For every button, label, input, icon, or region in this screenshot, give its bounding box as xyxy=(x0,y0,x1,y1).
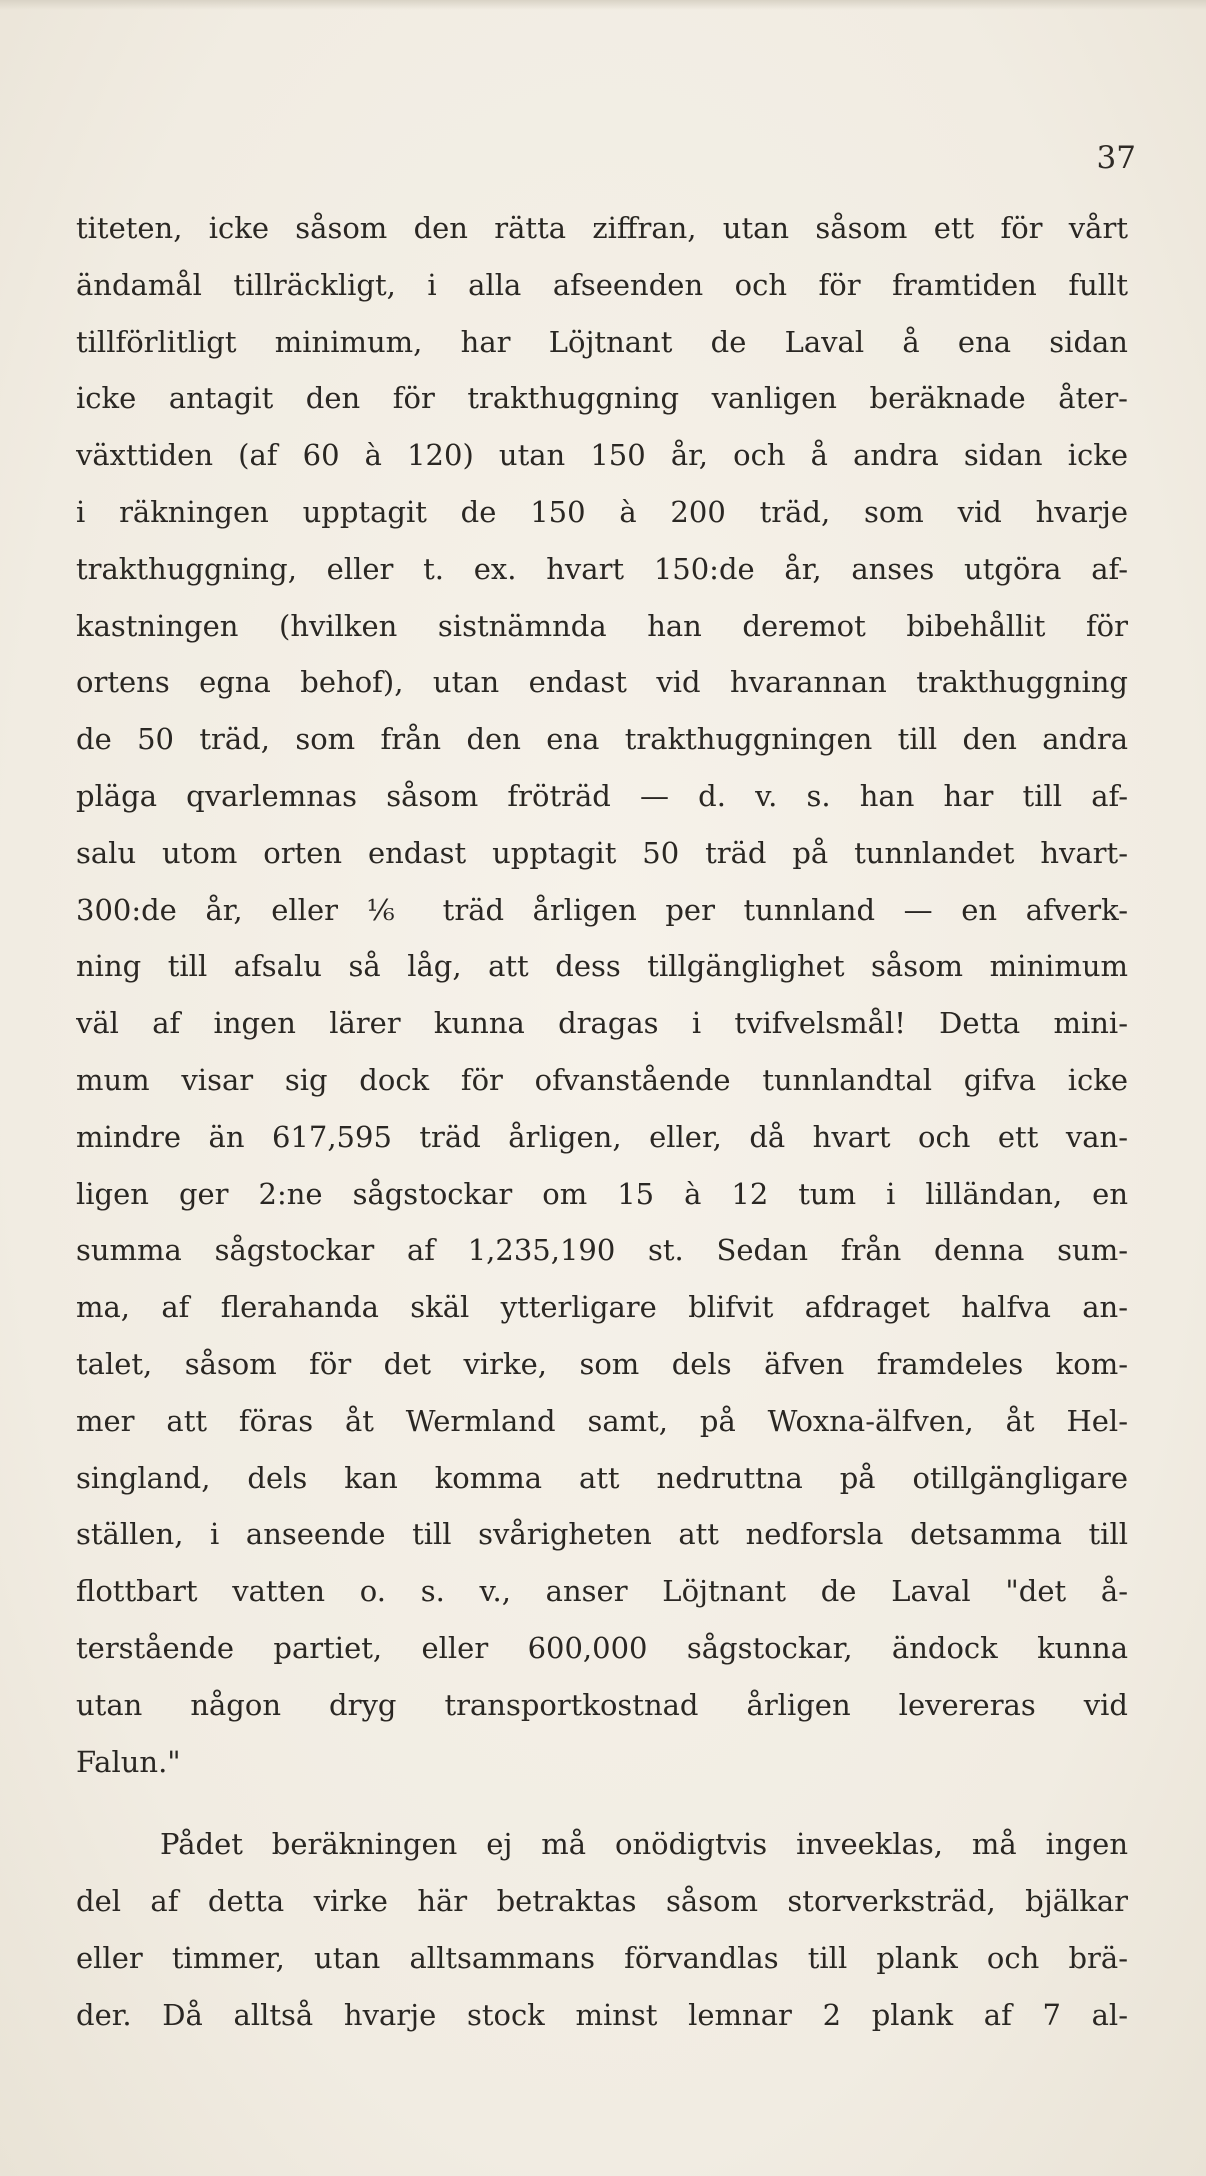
text-line: ning till afsalu så låg, att dess tillgänglighet såsom minimum xyxy=(76,949,1128,984)
text-line: flottbart vatten o. s. v., anser Löjtnant de Laval "det å- xyxy=(76,1574,1128,1609)
text-line: ställen, i anseende till svårigheten att nedforsla detsamma till xyxy=(76,1517,1128,1552)
text-line: mindre än 617,595 träd årligen, eller, då hvart och ett van- xyxy=(76,1119,1128,1154)
text-line: mum visar sig dock för ofvanstående tunnlandtal gifva icke xyxy=(76,1062,1128,1097)
page-top-edge xyxy=(0,0,1206,10)
text-line: väl af ingen lärer kunna dragas i tvifvelsmål! Detta mini- xyxy=(76,1006,1128,1041)
text-line: växttiden (af 60 à 120) utan 150 år, och å andra sidan icke xyxy=(76,438,1128,473)
text-line: eller timmer, utan alltsammans förvandlas till plank och brä- xyxy=(76,1940,1128,1975)
text-line: mer att föras åt Wermland samt, på Woxna-älfven, åt Hel- xyxy=(76,1403,1128,1438)
text-line: ortens egna behof), utan endast vid hvarannan trakthuggning xyxy=(76,665,1128,700)
paragraph xyxy=(76,200,1128,1790)
text-line: Pådet beräkningen ej må onödigtvis inveeklas, må ingen xyxy=(160,1827,1128,1862)
text-line: kastningen (hvilken sistnämnda han deremot bibehållit för xyxy=(76,608,1128,643)
paragraph-gap xyxy=(76,1790,1128,1816)
text-line: ändamål tillräckligt, i alla afseenden och för framtiden fullt xyxy=(76,267,1128,302)
text-line: ligen ger 2:ne sågstockar om 15 à 12 tum i lilländan, en xyxy=(76,1176,1128,1211)
text-line: utan någon dryg transportkostnad årligen levereras vid xyxy=(76,1687,1128,1722)
text-line: talet, såsom för det virke, som dels äfven framdeles kom- xyxy=(76,1346,1128,1381)
text-line: singland, dels kan komma att nedruttna på otillgängligare xyxy=(76,1460,1128,1495)
text-line: de 50 träd, som från den ena trakthuggningen till den andra xyxy=(76,722,1128,757)
text-line: 300:de år, eller ⅙ träd årligen per tunnland — en afverk- xyxy=(76,892,1128,927)
paragraph xyxy=(76,1816,1128,2043)
text-line: i räkningen upptagit de 150 à 200 träd, som vid hvarje xyxy=(76,494,1128,529)
text-line: trakthuggning, eller t. ex. hvart 150:de år, anses utgöra af- xyxy=(76,551,1128,586)
text-line: titeten, icke såsom den rätta ziffran, utan såsom ett för vårt xyxy=(76,211,1128,245)
text-line: Falun." xyxy=(76,1744,181,1779)
text-line: ma, af flerahanda skäl ytterligare blifvit afdraget halfva an- xyxy=(76,1290,1128,1325)
text-line: pläga qvarlemnas såsom fröträd — d. v. s. han har till af- xyxy=(76,778,1128,813)
text-line: terstående partiet, eller 600,000 sågstockar, ändock kunna xyxy=(76,1630,1128,1665)
text-line: icke antagit den för trakthuggning vanligen beräknade åter- xyxy=(76,381,1128,416)
text-line: del af detta virke här betraktas såsom storverksträd, bjälkar xyxy=(76,1884,1128,1919)
body-text xyxy=(76,200,1128,2044)
text-line: summa sågstockar af 1,235,190 st. Sedan från denna sum- xyxy=(76,1233,1128,1268)
text-line: tillförlitligt minimum, har Löjtnant de Laval å ena sidan xyxy=(76,324,1128,359)
page-number: 37 xyxy=(1096,140,1136,176)
text-line: der. Då alltså hvarje stock minst lemnar 2 plank af 7 al- xyxy=(76,1997,1128,2032)
text-line: salu utom orten endast upptagit 50 träd på tunnlandet hvart- xyxy=(76,835,1128,870)
